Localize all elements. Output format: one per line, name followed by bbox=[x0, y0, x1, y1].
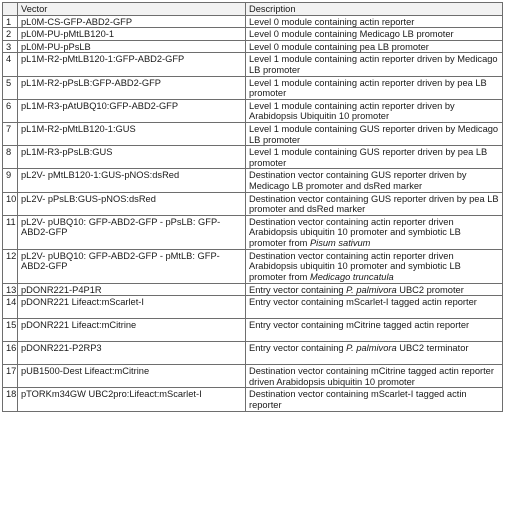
vector-name-cell: pL0M-CS-GFP-ABD2-GFP bbox=[18, 15, 246, 28]
description-text: Level 1 module containing actin reporter driven by pea LB promoter bbox=[249, 77, 487, 99]
table-row bbox=[3, 76, 503, 99]
description-cell bbox=[246, 15, 503, 28]
description-cell bbox=[246, 249, 503, 283]
description-cell bbox=[246, 388, 503, 411]
row-number: 8 bbox=[3, 146, 18, 169]
table-row bbox=[3, 342, 503, 365]
description-text: Level 1 module containing GUS reporter driven by pea LB promoter bbox=[249, 147, 488, 168]
description-text: Destination vector containing mScarlet-I tagged actin reporter bbox=[249, 389, 467, 411]
table-row bbox=[3, 40, 503, 53]
row-number: 16 bbox=[3, 342, 18, 365]
row-number: 5 bbox=[3, 76, 18, 99]
description-text: Destination vector containing mCitrine tagged actin reporter driven Arabidopsis ubiquitin 10 promoter bbox=[249, 366, 494, 387]
row-number: 9 bbox=[3, 169, 18, 192]
table-row bbox=[3, 146, 503, 169]
vector-name-cell: pDONR221 Lifeact:mCitrine bbox=[18, 319, 246, 342]
row-number: 6 bbox=[3, 99, 18, 122]
description-cell bbox=[246, 146, 503, 169]
row-number: 11 bbox=[3, 215, 18, 249]
vector-name-cell: pDONR221 Lifeact:mScarlet-I bbox=[18, 296, 246, 319]
description-text: Level 0 module containing Medicago LB promoter bbox=[249, 29, 454, 40]
row-number: 15 bbox=[3, 319, 18, 342]
header-vector: Vector bbox=[18, 3, 246, 16]
vector-name-cell: pL1M-R2-pMtLB120-1:GUS bbox=[18, 122, 246, 145]
vector-name-cell: pTORKm34GW UBC2pro:Lifeact:mScarlet-I bbox=[18, 388, 246, 411]
vector-name-cell: pL2V- pUBQ10: GFP-ABD2-GFP - pMtLB: GFP-ABD2-GFP bbox=[18, 249, 246, 283]
description-cell bbox=[246, 28, 503, 41]
row-number: 4 bbox=[3, 53, 18, 76]
description-text: Entry vector containing mCitrine tagged actin reporter bbox=[249, 320, 470, 331]
description-text: Level 1 module containing actin reporter driven by Medicago LB promoter bbox=[249, 54, 498, 75]
vector-table bbox=[2, 2, 503, 412]
vector-name-cell: pL1M-R2-pPsLB:GFP-ABD2-GFP bbox=[18, 76, 246, 99]
table-row bbox=[3, 53, 503, 76]
table-row bbox=[3, 99, 503, 122]
table-row bbox=[3, 169, 503, 192]
description-cell bbox=[246, 40, 503, 53]
description-text: Destination vector containing actin reporter driven Arabidopsis ubiquitin 10 promoter and symbiotic LB promoter from bbox=[249, 216, 461, 248]
description-cell bbox=[246, 53, 503, 76]
description-italic-text: P. palmivora bbox=[346, 284, 397, 295]
vector-name-cell: pL0M-PU-pMtLB120-1 bbox=[18, 28, 246, 41]
description-italic-text: P. palmivora bbox=[346, 343, 397, 354]
description-cell bbox=[246, 76, 503, 99]
description-text: Destination vector containing GUS reporter driven by Medicago LB promoter and dsRed marker bbox=[249, 170, 467, 191]
table-row bbox=[3, 215, 503, 249]
vector-name-cell: pL1M-R3-pPsLB:GUS bbox=[18, 146, 246, 169]
description-text: Entry vector containing bbox=[249, 284, 347, 295]
description-text: Destination vector containing actin reporter driven Arabidopsis ubiquitin 10 promoter and symbiotic LB promoter from bbox=[249, 250, 461, 282]
table-row bbox=[3, 28, 503, 41]
description-cell bbox=[246, 99, 503, 122]
description-text: Level 0 module containing actin reporter bbox=[249, 16, 415, 27]
row-number: 18 bbox=[3, 388, 18, 411]
row-number: 13 bbox=[3, 283, 18, 296]
vector-name-cell: pUB1500-Dest Lifeact:mCitrine bbox=[18, 365, 246, 388]
table-row bbox=[3, 365, 503, 388]
description-text: Entry vector containing mScarlet-I tagged actin reporter bbox=[249, 297, 477, 308]
row-number: 7 bbox=[3, 122, 18, 145]
vector-name-cell: pL2V- pMtLB120-1:GUS-pNOS:dsRed bbox=[18, 169, 246, 192]
row-number: 12 bbox=[3, 249, 18, 283]
row-number: 1 bbox=[3, 15, 18, 28]
vector-name-cell: pDONR221-P2RP3 bbox=[18, 342, 246, 365]
description-cell bbox=[246, 342, 503, 365]
row-number: 3 bbox=[3, 40, 18, 53]
table-row bbox=[3, 388, 503, 411]
table-row bbox=[3, 319, 503, 342]
table-row bbox=[3, 249, 503, 283]
description-cell bbox=[246, 296, 503, 319]
description-cell bbox=[246, 215, 503, 249]
table-row bbox=[3, 15, 503, 28]
table-row bbox=[3, 296, 503, 319]
vector-name-cell: pDONR221-P4P1R bbox=[18, 283, 246, 296]
description-cell bbox=[246, 169, 503, 192]
description-cell bbox=[246, 319, 503, 342]
description-text: UBC2 promoter bbox=[396, 284, 464, 295]
table-row bbox=[3, 122, 503, 145]
description-text: Destination vector containing GUS reporter driven by pea LB promoter and dsRed marker bbox=[249, 193, 499, 215]
vector-name-cell: pL1M-R2-pMtLB120-1:GFP-ABD2-GFP bbox=[18, 53, 246, 76]
description-text: Level 1 module containing actin reporter driven by Arabidopsis Ubiquitin 10 promoter bbox=[249, 100, 455, 122]
vector-name-cell: pL2V- pUBQ10: GFP-ABD2-GFP - pPsLB: GFP-ABD2-GFP bbox=[18, 215, 246, 249]
header-number bbox=[3, 3, 18, 16]
table-row bbox=[3, 283, 503, 296]
vector-name-cell: pL2V- pPsLB:GUS-pNOS:dsRed bbox=[18, 192, 246, 215]
description-italic-text: Medicago truncatula bbox=[309, 271, 394, 282]
description-cell bbox=[246, 192, 503, 215]
row-number: 17 bbox=[3, 365, 18, 388]
description-cell bbox=[246, 365, 503, 388]
row-number: 14 bbox=[3, 296, 18, 319]
description-italic-text: Pisum sativum bbox=[309, 237, 371, 248]
row-number: 2 bbox=[3, 28, 18, 41]
description-cell bbox=[246, 122, 503, 145]
vector-name-cell: pL1M-R3-pAtUBQ10:GFP-ABD2-GFP bbox=[18, 99, 246, 122]
header-description: Description bbox=[246, 3, 503, 16]
row-number: 10 bbox=[3, 192, 18, 215]
table-body bbox=[3, 15, 503, 411]
vector-name-cell: pL0M-PU-pPsLB bbox=[18, 40, 246, 53]
description-text: Level 0 module containing pea LB promoter bbox=[249, 41, 429, 52]
description-cell bbox=[246, 283, 503, 296]
description-text: UBC2 terminator bbox=[396, 343, 469, 354]
table-header-row bbox=[3, 3, 503, 16]
description-text: Entry vector containing bbox=[249, 343, 347, 354]
description-text: Level 1 module containing GUS reporter driven by Medicago LB promoter bbox=[249, 123, 499, 145]
table-row bbox=[3, 192, 503, 215]
